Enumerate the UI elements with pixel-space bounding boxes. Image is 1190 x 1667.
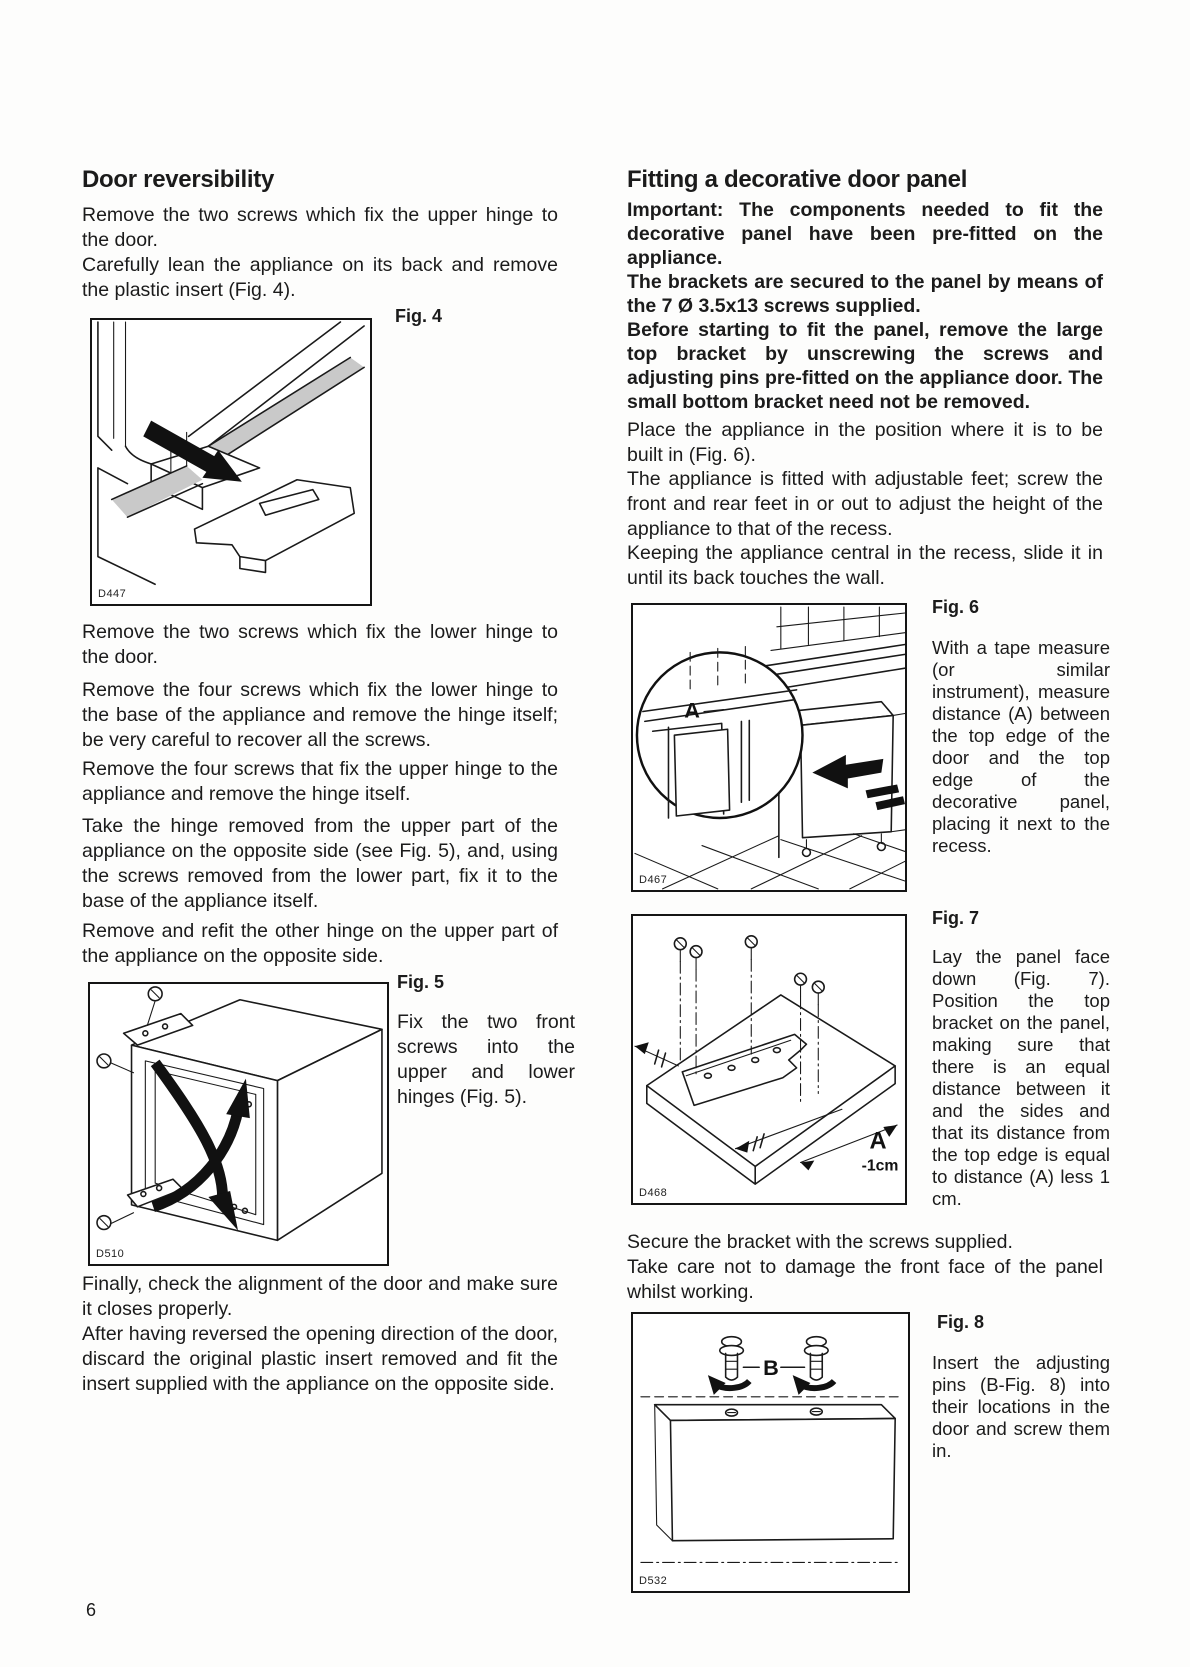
body-paragraph: Remove and refit the other hinge on the upper part of the appliance on the opposite side. [82,920,558,967]
body-paragraph: The appliance is fitted with adjustable feet; screw the front and rear feet in or out to adjust the height of the appliance to that of the recess. [627,468,1103,540]
figure-5 [88,982,389,1266]
fig4-drawing-appliance-bottom-insert [92,320,370,604]
figure-7 [631,914,907,1205]
fig5-side-text: Fix the two front screws into the upper and lower hinges (Fig. 5). [397,1011,575,1108]
body-paragraph: Take the hinge removed from the upper part of the appliance on the opposite side (see Fig. 5), and, using the screws removed from the lower part, fix it to the base of the appliance itself. [82,815,558,912]
figure-6 [631,603,907,892]
body-paragraph: Remove the four screws which fix the lower hinge to the base of the appliance and remove the hinge itself; be very careful to recover all the screws. [82,679,558,751]
fig7-caption: Fig. 7 [932,908,980,928]
section-title-decorative-panel: Fitting a decorative door panel [627,165,968,193]
fig8-caption: Fig. 8 [937,1312,985,1332]
fig6-distance-a-annotation: A [684,697,700,723]
fig8-drawing-door-adjusting-pins [633,1314,908,1591]
fig7-minus-1cm-annotation: -1cm [861,1157,899,1175]
fig5-caption: Fig. 5 [397,972,445,992]
fig8-id-label: D532 [639,1575,668,1587]
body-paragraph: Carefully lean the appliance on its back and remove the plastic insert (Fig. 4). [82,254,558,301]
body-paragraph: Take care not to damage the front face of the panel whilst working. [627,1256,1103,1303]
body-paragraph: Keeping the appliance central in the recess, slide it in until its back touches the wall. [627,542,1103,589]
body-paragraph: Place the appliance in the position where it is to be built in (Fig. 6). [627,419,1103,466]
important-note-block [627,198,1103,414]
body-paragraph: Remove the two screws which fix the upper hinge to the door. [82,204,558,251]
page-number: 6 [86,1600,97,1620]
body-paragraph: After having reversed the opening direction of the door, discard the original plastic insert removed and fit the insert supplied with the appliance on the opposite side. [82,1323,558,1395]
section-title-door-reversibility: Door reversibility [82,165,275,193]
body-paragraph: Remove the four screws that fix the upper hinge to the appliance and remove the hinge itself. [82,758,558,805]
fig7-distance-a-annotation: A [869,1128,887,1155]
fig6-id-label: D467 [639,874,668,886]
fig7-drawing-panel-bracket-screws [633,916,905,1203]
body-paragraph: Remove the two screws which fix the lower hinge to the door. [82,621,558,668]
important-paragraph: The brackets are secured to the panel by means of the 7 Ø 3.5x13 screws supplied. [627,271,1103,317]
fig6-caption: Fig. 6 [932,597,980,617]
fig7-side-text: Lay the panel face down (Fig. 7). Position the top bracket on the panel, making sure that there is an equal distance between it and the sides and that its distance from the top edge is equal to distance (A) less 1 cm. [932,946,1110,1209]
body-paragraph: Finally, check the alignment of the door and make sure it closes properly. [82,1273,558,1320]
body-paragraph: Secure the bracket with the screws supplied. [627,1231,1013,1253]
fig6-side-text: With a tape measure (or similar instrument), measure distance (A) between the top edge of the door and the top edge of the decorative panel, placing it next to the recess. [932,637,1110,856]
fig7-id-label: D468 [639,1187,668,1199]
fig5-id-label: D510 [96,1248,125,1260]
fig4-caption: Fig. 4 [395,306,443,326]
important-paragraph: Before starting to fit the panel, remove the large top bracket by unscrewing the screws and adjusting pins pre-fitted on the appliance door. The small bottom bracket need not be removed. [627,319,1103,413]
important-paragraph: Important: The components needed to fit the decorative panel have been pre-fitted on the appliance. [627,199,1103,269]
figure-8 [631,1312,910,1593]
figure-4 [90,318,372,606]
fig8-side-text: Insert the adjusting pins (B-Fig. 8) into their locations in the door and screw them in. [932,1352,1110,1461]
fig5-drawing-hinge-swap-arrows [90,984,387,1264]
fig8-pin-b-annotation: B [763,1355,779,1381]
fig4-id-label: D447 [98,588,127,600]
fig6-drawing-appliance-into-recess [633,605,905,890]
